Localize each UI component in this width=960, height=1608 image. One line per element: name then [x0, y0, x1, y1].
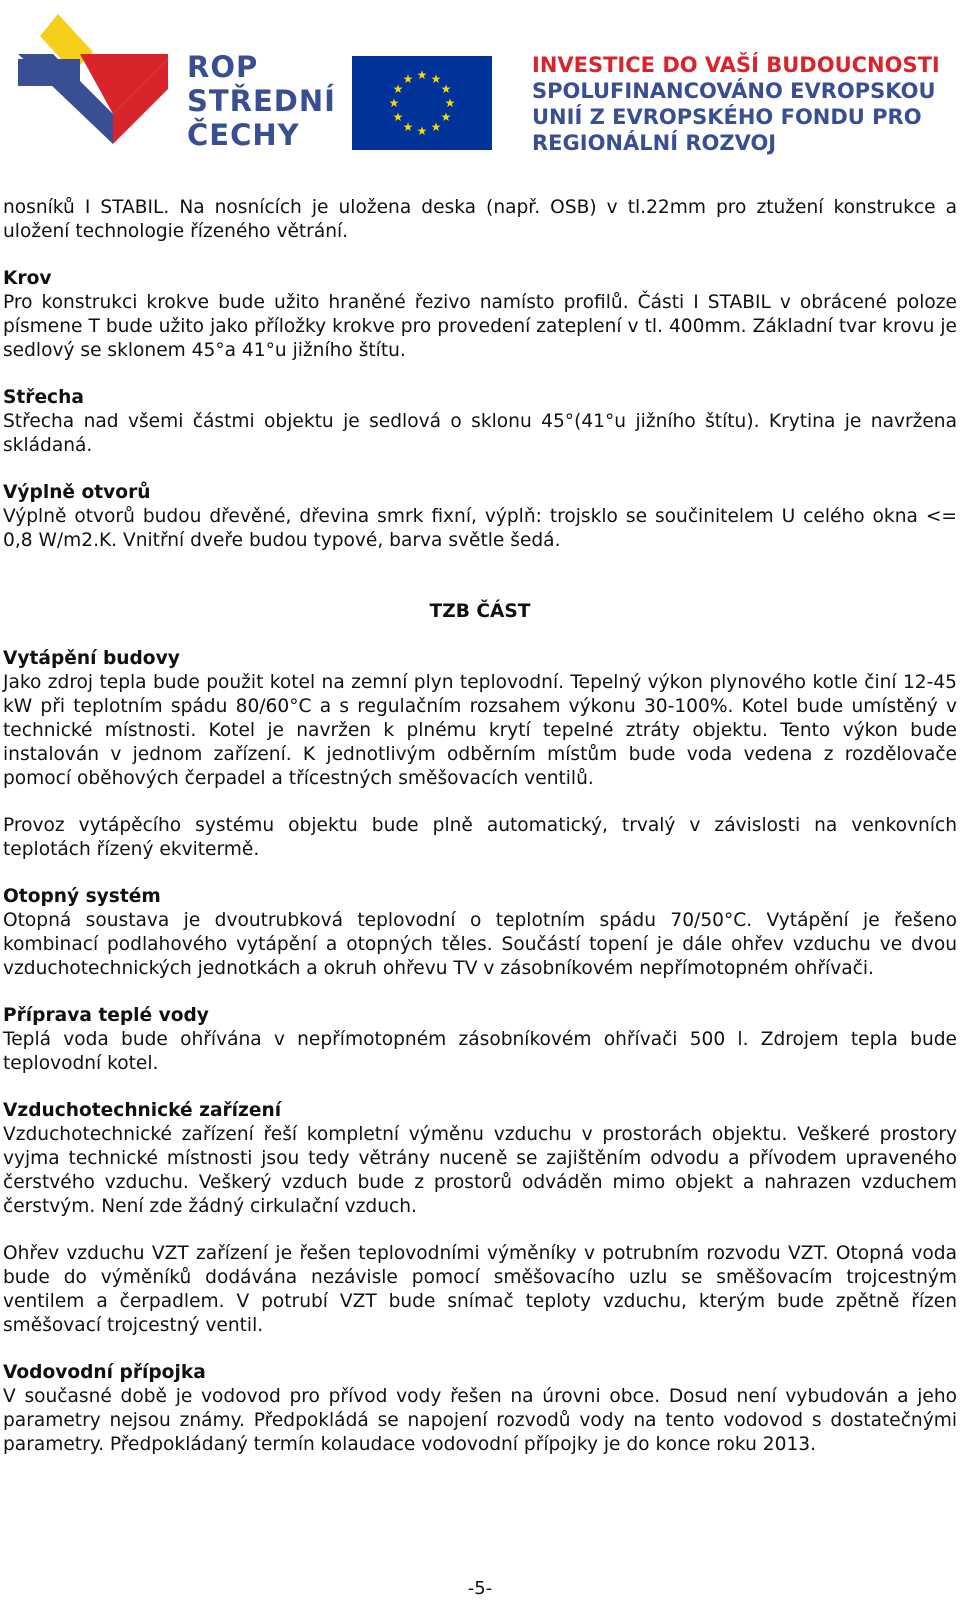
- rop-line: ČECHY: [187, 118, 300, 152]
- section-heading: Výplně otvorů: [3, 482, 151, 503]
- svg-text:★: ★: [402, 72, 414, 86]
- section-heading: Vzduchotechnické zařízení: [3, 1100, 282, 1121]
- eu-slogan: [532, 52, 940, 156]
- eu-slogan-line: SPOLUFINANCOVÁNO EVROPSKOU: [532, 79, 936, 103]
- part-title: TZB ČÁST: [429, 601, 531, 622]
- rop-line: ROP: [187, 50, 259, 84]
- paragraph: Otopná soustava je dvoutrubková teplovodní o teplotním spádu 70/50°C. Vytápění je řešeno kombinací podlahového vytápění a otopných těles. Součástí topení je dále ohřev vzduchu ve dvou vzduchotechnických jednotkách a okruh ohřevu TV v zásobníkovém nepřímotopném ohřívači.: [3, 910, 957, 979]
- rop-line: STŘEDNÍ: [187, 84, 336, 118]
- svg-text:★: ★: [430, 120, 442, 134]
- eu-slogan-line: INVESTICE DO VAŠÍ BUDOUCNOSTI: [532, 53, 940, 77]
- paragraph: Vzduchotechnické zařízení řeší kompletní výměnu vzduchu v prostorách objektu. Veškeré prostory vyjma technické místnosti jsou tedy větrány nuceně se zajištěním odvodu a přívodem upraveného čerstvého vzduchu. Veškerý vzduch bude z prostorů odváděn mimo objekt a nahrazen vzduchem čerstvým. Není zde žádný cirkulační vzduch.: [3, 1124, 957, 1217]
- rop-wordmark: [187, 50, 336, 152]
- section-heading: Střecha: [3, 387, 84, 408]
- paragraph: nosníků I STABIL. Na nosnících je uložena deska (např. OSB) v tl.22mm pro ztužení konstrukce a uložení technologie řízeného větrání.: [3, 197, 957, 242]
- rop-logo-icon: [18, 14, 168, 154]
- eu-flag-icon: [352, 56, 492, 150]
- document-body: [3, 196, 957, 1457]
- paragraph: Pro konstrukci krokve bude užito hraněné řezivo namísto profilů. Části I STABIL v obrácené poloze písmene T bude užito jako příložky krokve pro provedení zateplení v tl. 400mm. Základní tvar krovu je sedlový se sklonem 45°a 41°u jižního štítu.: [3, 292, 957, 361]
- svg-text:★: ★: [440, 82, 452, 96]
- section-heading: Příprava teplé vody: [3, 1005, 209, 1026]
- section-heading: Vytápění budovy: [3, 648, 180, 669]
- svg-text:★: ★: [440, 110, 452, 124]
- eu-slogan-line: UNIÍ Z EVROPSKÉHO FONDU PRO: [532, 105, 922, 129]
- section-heading: Otopný systém: [3, 886, 161, 907]
- svg-text:★: ★: [388, 96, 400, 110]
- paragraph: Jako zdroj tepla bude použit kotel na zemní plyn teplovodní. Tepelný výkon plynového kotle činí 12-45 kW při teplotním spádu 80/60°C a s regulačním rozsahem výkonu 30-100%. Kotel bude umístěný v technické místnosti. Kotel je navržen k plnému krytí tepelné ztráty objektu. Tento výkon bude instalován v jednom zařízení. K jednotlivým odběrním místům bude voda vedena z rozdělovače pomocí oběhových čerpadel a třícestných směšovacích ventilů.: [3, 672, 957, 789]
- svg-text:★: ★: [416, 124, 428, 138]
- paragraph: Střecha nad všemi částmi objektu je sedlová o sklonu 45°(41°u jižního štítu). Krytina je navržena skládaná.: [3, 411, 957, 456]
- paragraph: Ohřev vzduchu VZT zařízení je řešen teplovodními výměníky v potrubním rozvodu VZT. Otopná voda bude do výměníků dodávána nezávisle pomocí směšovacího uzlu se směšovacím trojcestným ventilem a čerpadlem. V potrubí VZT bude snímač teploty vzduchu, kterým bude zpětně řízen směšovací trojcestný ventil.: [3, 1243, 957, 1336]
- paragraph: Provoz vytápěcího systému objektu bude plně automatický, trvalý v závislosti na venkovních teplotách řízený ekvitermě.: [3, 815, 957, 860]
- svg-text:★: ★: [392, 82, 404, 96]
- paragraph: Výplně otvorů budou dřevěné, dřevina smrk fixní, výplň: trojsklo se součinitelem U celého okna <= 0,8 W/m2.K. Vnitřní dveře budou typové, barva světle šedá.: [3, 506, 957, 551]
- page-header: [0, 0, 960, 175]
- page-number: -5-: [467, 1578, 493, 1599]
- svg-text:★: ★: [444, 96, 456, 110]
- svg-text:★: ★: [416, 68, 428, 82]
- section-heading: Krov: [3, 268, 52, 289]
- paragraph: V současné době je vodovod pro přívod vody řešen na úrovni obce. Dosud není vybudován a jeho parametry nejsou známy. Předpokládá se napojení rozvodů vody na tento vodovod s dostatečnými parametry. Předpokládaný termín kolaudace vodovodní přípojky je do konce roku 2013.: [3, 1386, 957, 1455]
- svg-text:★: ★: [402, 120, 414, 134]
- section-heading: Vodovodní přípojka: [3, 1362, 206, 1383]
- svg-text:★: ★: [392, 110, 404, 124]
- eu-slogan-line: REGIONÁLNÍ ROZVOJ: [532, 131, 777, 155]
- paragraph: Teplá voda bude ohřívána v nepřímotopném zásobníkovém ohřívači 500 l. Zdrojem tepla bude teplovodní kotel.: [3, 1029, 957, 1074]
- svg-text:★: ★: [430, 72, 442, 86]
